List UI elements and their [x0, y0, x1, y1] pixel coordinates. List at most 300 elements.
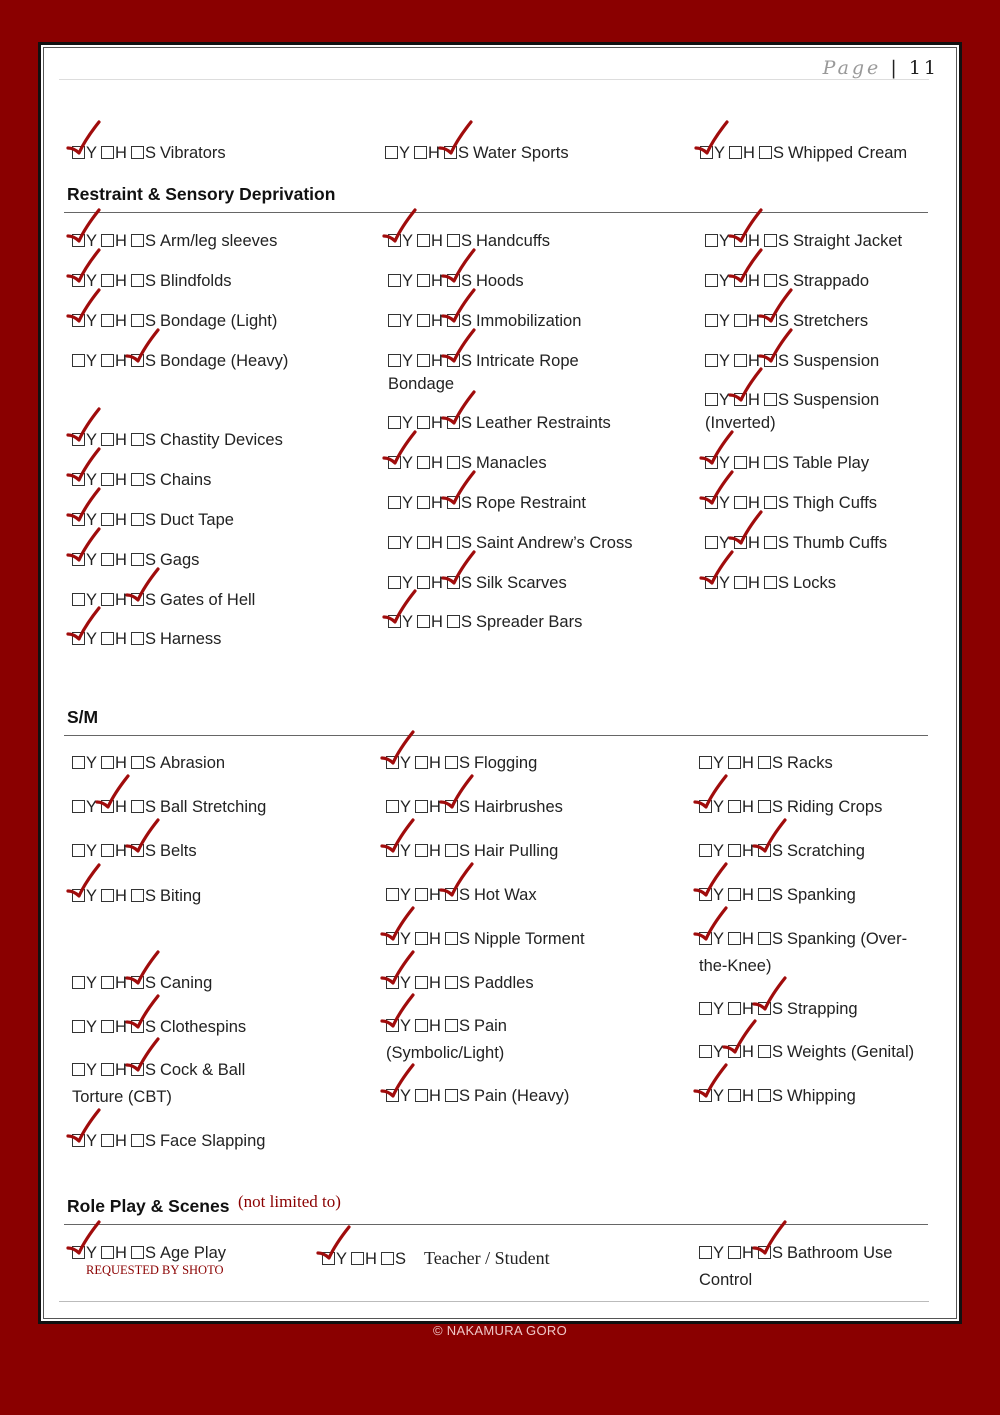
checkbox-h[interactable]: [101, 593, 114, 606]
checkbox-h[interactable]: [417, 274, 430, 287]
checkbox-h[interactable]: [417, 456, 430, 469]
checkbox-y[interactable]: [72, 593, 85, 606]
checkbox-label-y: Y: [400, 798, 412, 816]
checklist-item: [699, 794, 882, 821]
checkbox-y[interactable]: [388, 416, 401, 429]
item-label: Nipple Torment: [473, 930, 585, 948]
item-label: Ball Stretching: [159, 798, 267, 816]
checkbox-h[interactable]: [101, 433, 114, 446]
checkbox-label-s: S: [771, 1000, 783, 1018]
checkbox-s[interactable]: [447, 496, 460, 509]
checklist-item: [388, 530, 632, 557]
checkbox-s[interactable]: [131, 844, 144, 857]
checkbox-h[interactable]: [417, 615, 430, 628]
checkbox-label-h: H: [115, 1061, 127, 1079]
checkbox-label-h: H: [115, 232, 127, 250]
item-label: Thigh Cuffs: [792, 494, 878, 512]
checkbox-h[interactable]: [417, 576, 430, 589]
checkbox-s[interactable]: [447, 416, 460, 429]
checkbox-s[interactable]: [445, 1089, 458, 1102]
item-label: Chains: [159, 471, 212, 489]
checkbox-s[interactable]: [764, 354, 777, 367]
checkbox-h[interactable]: [101, 553, 114, 566]
checkbox-s[interactable]: [445, 932, 458, 945]
checkbox-y[interactable]: [386, 844, 399, 857]
checkbox-label-h: H: [743, 144, 755, 162]
item-label: Clothespins: [159, 1018, 247, 1036]
checkbox-label-h: H: [429, 798, 441, 816]
checklist-item: [386, 794, 563, 821]
checkbox-h[interactable]: [415, 976, 428, 989]
checkbox-label-y: Y: [719, 494, 731, 512]
checkbox-y[interactable]: [72, 1063, 85, 1076]
checkbox-y[interactable]: [72, 553, 85, 566]
checkbox-h[interactable]: [417, 314, 430, 327]
checkbox-y[interactable]: [72, 844, 85, 857]
checkbox-h[interactable]: [415, 844, 428, 857]
checkbox-s[interactable]: [131, 1020, 144, 1033]
item-label: Pain: [473, 1017, 507, 1035]
checkbox-label-y: Y: [86, 272, 98, 290]
checkbox-label-s: S: [394, 1250, 406, 1268]
checkbox-h[interactable]: [734, 274, 747, 287]
checkbox-h[interactable]: [101, 354, 114, 367]
checkbox-s[interactable]: [131, 1063, 144, 1076]
checkbox-label-y: Y: [719, 232, 731, 250]
checkbox-h[interactable]: [101, 314, 114, 327]
checkbox-y[interactable]: [386, 976, 399, 989]
checkbox-y[interactable]: [388, 456, 401, 469]
checkbox-y[interactable]: [699, 932, 712, 945]
checkbox-y[interactable]: [388, 234, 401, 247]
checkbox-label-y: Y: [713, 842, 725, 860]
checkbox-h[interactable]: [101, 1246, 114, 1259]
checkbox-label-s: S: [458, 842, 470, 860]
checklist-item: [386, 926, 585, 953]
checklist-item: [72, 308, 277, 335]
checkbox-y[interactable]: [386, 756, 399, 769]
checkbox-label-h: H: [115, 272, 127, 290]
checkbox-label-y: Y: [86, 798, 98, 816]
checkbox-h[interactable]: [101, 1063, 114, 1076]
checkbox-y[interactable]: [705, 576, 718, 589]
checkbox-h[interactable]: [734, 354, 747, 367]
checklist-item: [705, 308, 868, 335]
checkbox-h[interactable]: [101, 844, 114, 857]
checklist-item: [705, 570, 836, 597]
item-label: Table Play: [792, 454, 870, 472]
checkbox-s[interactable]: [447, 354, 460, 367]
checkbox-s[interactable]: [445, 844, 458, 857]
checkbox-s[interactable]: [131, 146, 144, 159]
checkbox-h[interactable]: [417, 536, 430, 549]
checkbox-h[interactable]: [728, 756, 741, 769]
checklist-item: [388, 228, 550, 255]
checkbox-h[interactable]: [734, 456, 747, 469]
checkbox-y[interactable]: [386, 800, 399, 813]
checklist-item: [388, 570, 567, 597]
checkbox-h[interactable]: [417, 496, 430, 509]
checkbox-s[interactable]: [445, 800, 458, 813]
checkbox-s[interactable]: [758, 1045, 771, 1058]
checkbox-label-s: S: [460, 352, 472, 370]
checkbox-y[interactable]: [72, 1134, 85, 1147]
checkbox-label-s: S: [458, 1017, 470, 1035]
checkbox-s[interactable]: [758, 1089, 771, 1102]
item-label: Water Sports: [472, 144, 569, 162]
checkbox-label-s: S: [460, 414, 472, 432]
checkbox-label-h: H: [428, 144, 440, 162]
checkbox-label-y: Y: [86, 1244, 98, 1262]
checklist-item: [386, 1083, 569, 1110]
checkbox-label-y: Y: [713, 754, 725, 772]
checkbox-s[interactable]: [131, 234, 144, 247]
checklist-item: [72, 587, 255, 614]
checkbox-h[interactable]: [734, 496, 747, 509]
checkbox-label-h: H: [115, 471, 127, 489]
checkbox-y[interactable]: [699, 1002, 712, 1015]
checkbox-s[interactable]: [447, 456, 460, 469]
checkbox-label-s: S: [771, 1244, 783, 1262]
checkbox-label-s: S: [144, 471, 156, 489]
section-title: Restraint & Sensory Deprivation: [67, 184, 336, 204]
item-label: Leather Restraints: [475, 414, 611, 432]
checkbox-y[interactable]: [705, 354, 718, 367]
checkbox-label-y: Y: [713, 930, 725, 948]
checkbox-label-s: S: [144, 630, 156, 648]
checkbox-s[interactable]: [764, 536, 777, 549]
checkbox-s[interactable]: [445, 1019, 458, 1032]
checkbox-s[interactable]: [131, 1246, 144, 1259]
checkbox-h[interactable]: [101, 234, 114, 247]
checkbox-y[interactable]: [705, 234, 718, 247]
checklist-item: [705, 530, 887, 557]
checkbox-y[interactable]: [705, 496, 718, 509]
checkbox-s[interactable]: [445, 976, 458, 989]
checkbox-s[interactable]: [131, 354, 144, 367]
checkbox-y[interactable]: [705, 536, 718, 549]
checkbox-h[interactable]: [734, 576, 747, 589]
checkbox-h[interactable]: [728, 800, 741, 813]
checkbox-s[interactable]: [447, 536, 460, 549]
checkbox-s[interactable]: [131, 756, 144, 769]
checkbox-h[interactable]: [417, 416, 430, 429]
checkbox-s[interactable]: [131, 889, 144, 902]
checkbox-s[interactable]: [131, 553, 144, 566]
checkbox-label-s: S: [460, 272, 472, 290]
item-label-continued: (Inverted): [705, 414, 776, 432]
checkbox-label-y: Y: [86, 232, 98, 250]
checkbox-h[interactable]: [417, 234, 430, 247]
checkbox-label-h: H: [748, 534, 760, 552]
checkbox-s[interactable]: [131, 593, 144, 606]
checkbox-h[interactable]: [728, 888, 741, 901]
checkbox-label-y: Y: [400, 1087, 412, 1105]
item-label: Riding Crops: [786, 798, 883, 816]
checkbox-y[interactable]: [705, 456, 718, 469]
checkbox-h[interactable]: [415, 888, 428, 901]
checkbox-label-y: Y: [86, 352, 98, 370]
checkbox-y[interactable]: [388, 615, 401, 628]
checkbox-label-h: H: [365, 1250, 377, 1268]
checkbox-label-h: H: [115, 144, 127, 162]
checkbox-h[interactable]: [729, 146, 742, 159]
item-label: Duct Tape: [159, 511, 234, 529]
checkbox-y[interactable]: [700, 146, 713, 159]
checkbox-h[interactable]: [728, 1246, 741, 1259]
checkbox-s[interactable]: [764, 314, 777, 327]
checkbox-s[interactable]: [758, 1246, 771, 1259]
checkbox-label-s: S: [771, 886, 783, 904]
checkbox-s[interactable]: [131, 1134, 144, 1147]
checkbox-y[interactable]: [699, 844, 712, 857]
item-label: Racks: [786, 754, 833, 772]
checkbox-y[interactable]: [72, 314, 85, 327]
checkbox-y[interactable]: [699, 1246, 712, 1259]
checkbox-s[interactable]: [131, 314, 144, 327]
checkbox-y[interactable]: [72, 473, 85, 486]
checkbox-h[interactable]: [101, 274, 114, 287]
checkbox-s[interactable]: [764, 393, 777, 406]
checkbox-h[interactable]: [101, 1020, 114, 1033]
checkbox-label-y: Y: [713, 1087, 725, 1105]
section-rule: [64, 735, 928, 736]
checkbox-h[interactable]: [101, 473, 114, 486]
checkbox-y[interactable]: [72, 976, 85, 989]
checklist-item: [322, 1245, 550, 1273]
checkbox-h[interactable]: [415, 756, 428, 769]
checkbox-label-h: H: [431, 574, 443, 592]
checkbox-s[interactable]: [764, 456, 777, 469]
item-label: Weights (Genital): [786, 1043, 915, 1061]
checkbox-label-s: S: [460, 534, 472, 552]
checkbox-y[interactable]: [72, 234, 85, 247]
checkbox-y[interactable]: [322, 1252, 335, 1265]
checkbox-s[interactable]: [381, 1252, 394, 1265]
item-label-continued: Torture (CBT): [72, 1088, 172, 1106]
checkbox-h[interactable]: [415, 1089, 428, 1102]
checkbox-label-h: H: [115, 591, 127, 609]
checkbox-s[interactable]: [764, 576, 777, 589]
item-label: Paddles: [473, 974, 534, 992]
checklist-item: [72, 970, 212, 997]
checkbox-label-y: Y: [714, 144, 726, 162]
checkbox-label-s: S: [771, 798, 783, 816]
checkbox-y[interactable]: [699, 756, 712, 769]
item-label: Thumb Cuffs: [792, 534, 888, 552]
checkbox-label-y: Y: [719, 454, 731, 472]
checklist-item: [72, 467, 211, 494]
copyright-text: © NAKAMURA GORO: [433, 1323, 567, 1338]
checkbox-label-h: H: [115, 754, 127, 772]
checklist-item: [386, 838, 558, 865]
checkbox-label-s: S: [458, 1087, 470, 1105]
checkbox-s[interactable]: [764, 274, 777, 287]
checkbox-label-s: S: [777, 312, 789, 330]
checkbox-y[interactable]: [72, 1246, 85, 1259]
checkbox-y[interactable]: [388, 274, 401, 287]
checkbox-y[interactable]: [72, 354, 85, 367]
checkbox-y[interactable]: [705, 393, 718, 406]
checklist-item: [388, 410, 611, 437]
checkbox-h[interactable]: [101, 889, 114, 902]
checkbox-s[interactable]: [758, 888, 771, 901]
checkbox-y[interactable]: [388, 576, 401, 589]
checkbox-label-y: Y: [86, 974, 98, 992]
checklist-item: [72, 507, 234, 534]
checkbox-label-s: S: [777, 494, 789, 512]
checkbox-label-h: H: [742, 798, 754, 816]
checkbox-y[interactable]: [388, 354, 401, 367]
checkbox-y[interactable]: [72, 800, 85, 813]
checkbox-label-h: H: [748, 312, 760, 330]
checkbox-h[interactable]: [101, 146, 114, 159]
checkbox-y[interactable]: [388, 496, 401, 509]
checkbox-y[interactable]: [386, 1089, 399, 1102]
checkbox-s[interactable]: [131, 513, 144, 526]
checkbox-y[interactable]: [72, 433, 85, 446]
checkbox-label-h: H: [431, 613, 443, 631]
checkbox-y[interactable]: [388, 314, 401, 327]
checkbox-h[interactable]: [101, 976, 114, 989]
checkbox-y[interactable]: [705, 314, 718, 327]
checkbox-h[interactable]: [734, 314, 747, 327]
checkbox-s[interactable]: [447, 314, 460, 327]
checkbox-s[interactable]: [759, 146, 772, 159]
checkbox-label-h: H: [431, 454, 443, 472]
checkbox-s[interactable]: [445, 888, 458, 901]
checkbox-label-y: Y: [402, 494, 414, 512]
checkbox-h[interactable]: [101, 756, 114, 769]
checkbox-y[interactable]: [699, 800, 712, 813]
checkbox-h[interactable]: [415, 932, 428, 945]
checklist-item: [72, 750, 225, 777]
section-rule: [64, 1224, 928, 1225]
checkbox-y[interactable]: [386, 932, 399, 945]
checkbox-s[interactable]: [758, 800, 771, 813]
checkbox-y[interactable]: [72, 146, 85, 159]
checklist-item: [385, 140, 569, 167]
checkbox-label-y: Y: [400, 1017, 412, 1035]
checkbox-label-h: H: [742, 886, 754, 904]
item-label: Chastity Devices: [159, 431, 283, 449]
checkbox-h[interactable]: [415, 1019, 428, 1032]
checkbox-h[interactable]: [351, 1252, 364, 1265]
item-label: Spanking: [786, 886, 856, 904]
checkbox-y[interactable]: [72, 1020, 85, 1033]
checkbox-y[interactable]: [699, 1089, 712, 1102]
checkbox-label-y: Y: [713, 1000, 725, 1018]
checkbox-h[interactable]: [734, 536, 747, 549]
checkbox-s[interactable]: [758, 844, 771, 857]
checkbox-s[interactable]: [447, 615, 460, 628]
checkbox-y[interactable]: [72, 632, 85, 645]
item-label: Whipping: [786, 1087, 856, 1105]
checkbox-h[interactable]: [728, 1045, 741, 1058]
checkbox-s[interactable]: [131, 433, 144, 446]
checkbox-label-s: S: [144, 1132, 156, 1150]
checkbox-s[interactable]: [758, 1002, 771, 1015]
checkbox-s[interactable]: [764, 234, 777, 247]
checkbox-y[interactable]: [385, 146, 398, 159]
item-label: Rope Restraint: [475, 494, 587, 512]
checkbox-s[interactable]: [758, 932, 771, 945]
checkbox-h[interactable]: [415, 800, 428, 813]
checkbox-h[interactable]: [101, 1134, 114, 1147]
checklist-item: [699, 838, 865, 865]
checkbox-label-s: S: [777, 574, 789, 592]
checkbox-h[interactable]: [728, 932, 741, 945]
checkbox-label-s: S: [458, 930, 470, 948]
checkbox-s[interactable]: [447, 274, 460, 287]
checkbox-y[interactable]: [699, 888, 712, 901]
checkbox-label-y: Y: [713, 1043, 725, 1061]
checkbox-s[interactable]: [131, 800, 144, 813]
item-label: Stretchers: [792, 312, 869, 330]
checkbox-label-y: Y: [400, 886, 412, 904]
checkbox-label-s: S: [777, 454, 789, 472]
checklist-item: [699, 1039, 914, 1066]
checkbox-label-s: S: [144, 551, 156, 569]
checkbox-y[interactable]: [705, 274, 718, 287]
checkbox-y[interactable]: [388, 536, 401, 549]
checkbox-h[interactable]: [417, 354, 430, 367]
checkbox-s[interactable]: [444, 146, 457, 159]
checkbox-label-y: Y: [86, 591, 98, 609]
checklist-item: [388, 490, 586, 517]
checkbox-h[interactable]: [728, 1089, 741, 1102]
checkbox-label-h: H: [115, 431, 127, 449]
checkbox-label-h: H: [742, 1244, 754, 1262]
checkbox-label-s: S: [777, 232, 789, 250]
checkbox-h[interactable]: [728, 1002, 741, 1015]
checkbox-label-y: Y: [86, 754, 98, 772]
checkbox-label-h: H: [115, 312, 127, 330]
checkbox-h[interactable]: [101, 513, 114, 526]
checkbox-label-s: S: [458, 798, 470, 816]
checkbox-y[interactable]: [72, 274, 85, 287]
checkbox-y[interactable]: [699, 1045, 712, 1058]
checkbox-label-h: H: [115, 511, 127, 529]
checkbox-s[interactable]: [131, 274, 144, 287]
item-label: Silk Scarves: [475, 574, 567, 592]
checkbox-label-h: H: [748, 272, 760, 290]
checkbox-y[interactable]: [72, 756, 85, 769]
checkbox-y[interactable]: [386, 888, 399, 901]
checkbox-y[interactable]: [386, 1019, 399, 1032]
checkbox-h[interactable]: [728, 844, 741, 857]
checkbox-s[interactable]: [131, 473, 144, 486]
checkbox-s[interactable]: [131, 976, 144, 989]
section-note: (not limited to): [238, 1192, 341, 1211]
checkbox-y[interactable]: [72, 513, 85, 526]
checkbox-label-s: S: [460, 312, 472, 330]
checkbox-y[interactable]: [72, 889, 85, 902]
checkbox-s[interactable]: [447, 234, 460, 247]
checkbox-h[interactable]: [734, 234, 747, 247]
checkbox-s[interactable]: [764, 496, 777, 509]
checkbox-s[interactable]: [447, 576, 460, 589]
item-label: Bondage (Light): [159, 312, 278, 330]
checkbox-label-h: H: [431, 352, 443, 370]
checkbox-h[interactable]: [101, 632, 114, 645]
checkbox-h[interactable]: [414, 146, 427, 159]
checkbox-h[interactable]: [734, 393, 747, 406]
checkbox-s[interactable]: [131, 632, 144, 645]
checkbox-s[interactable]: [445, 756, 458, 769]
checkbox-h[interactable]: [101, 800, 114, 813]
checkbox-s[interactable]: [758, 756, 771, 769]
